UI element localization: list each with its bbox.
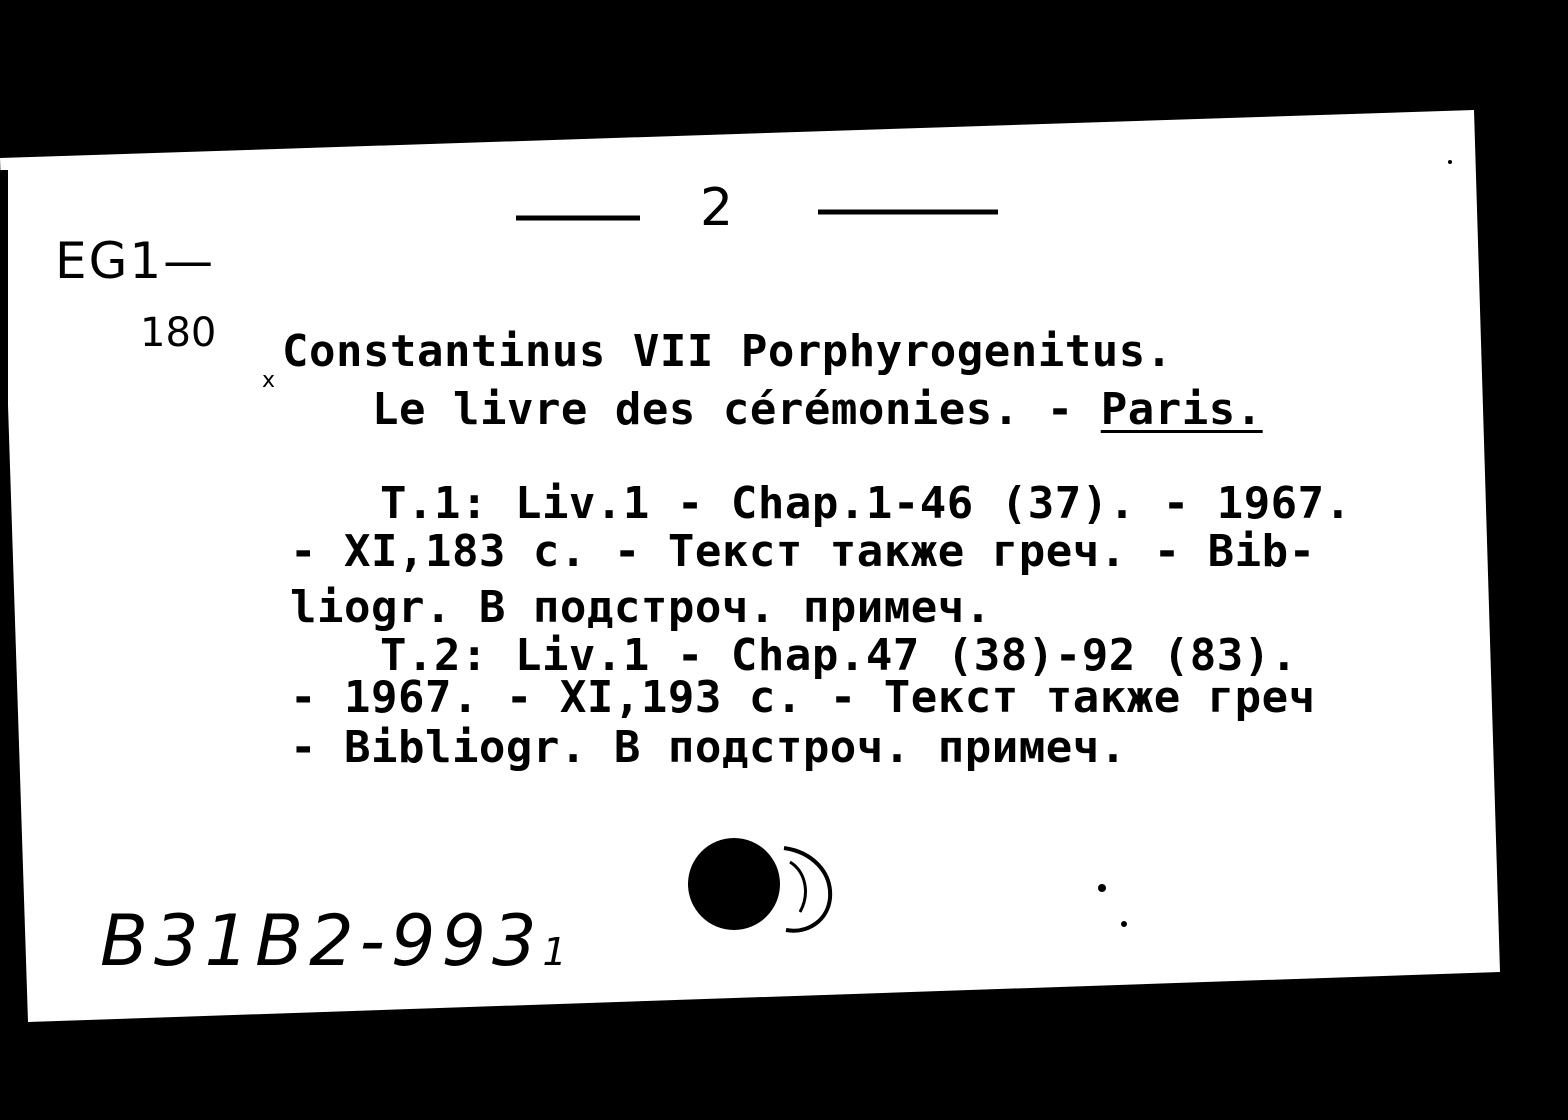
- ink-speck: [1448, 160, 1452, 164]
- place-text: Paris.: [1100, 384, 1263, 435]
- ink-speck: [1098, 884, 1106, 892]
- accession-number: [100, 900, 567, 982]
- shelfmark-line-1: EG1—: [55, 232, 216, 290]
- card-number: 2: [700, 178, 734, 238]
- tick-mark: x: [262, 368, 276, 393]
- title-line: [372, 384, 1263, 435]
- accession-suffix: 1: [542, 930, 567, 974]
- volume1-line-3: liogr. В подстроч. примеч.: [290, 582, 992, 633]
- author-line: Constantinus VII Porphyrogenitus.: [282, 326, 1173, 377]
- volume1-line-2: - XI,183 c. - Текст также греч. - Bib-: [290, 526, 1316, 577]
- volume1-line-1: T.1: Liv.1 - Chap.1-46 (37). - 1967.: [380, 478, 1352, 529]
- shelfmark-line-2: 180: [140, 310, 217, 356]
- volume2-line-3: - Bibliogr. В подстроч. примеч.: [290, 722, 1127, 773]
- volume2-line-2: - 1967. - XI,193 c. - Текст также греч: [290, 672, 1316, 723]
- accession-main: B31B2-993: [100, 900, 543, 982]
- punch-hole: [688, 838, 780, 930]
- title-text: Le livre des cérémonies. -: [372, 384, 1101, 435]
- volume2-line-1: T.2: Liv.1 - Chap.47 (38)-92 (83).: [380, 630, 1298, 681]
- card-left-edge: [0, 170, 8, 1020]
- ink-speck: [1121, 921, 1127, 927]
